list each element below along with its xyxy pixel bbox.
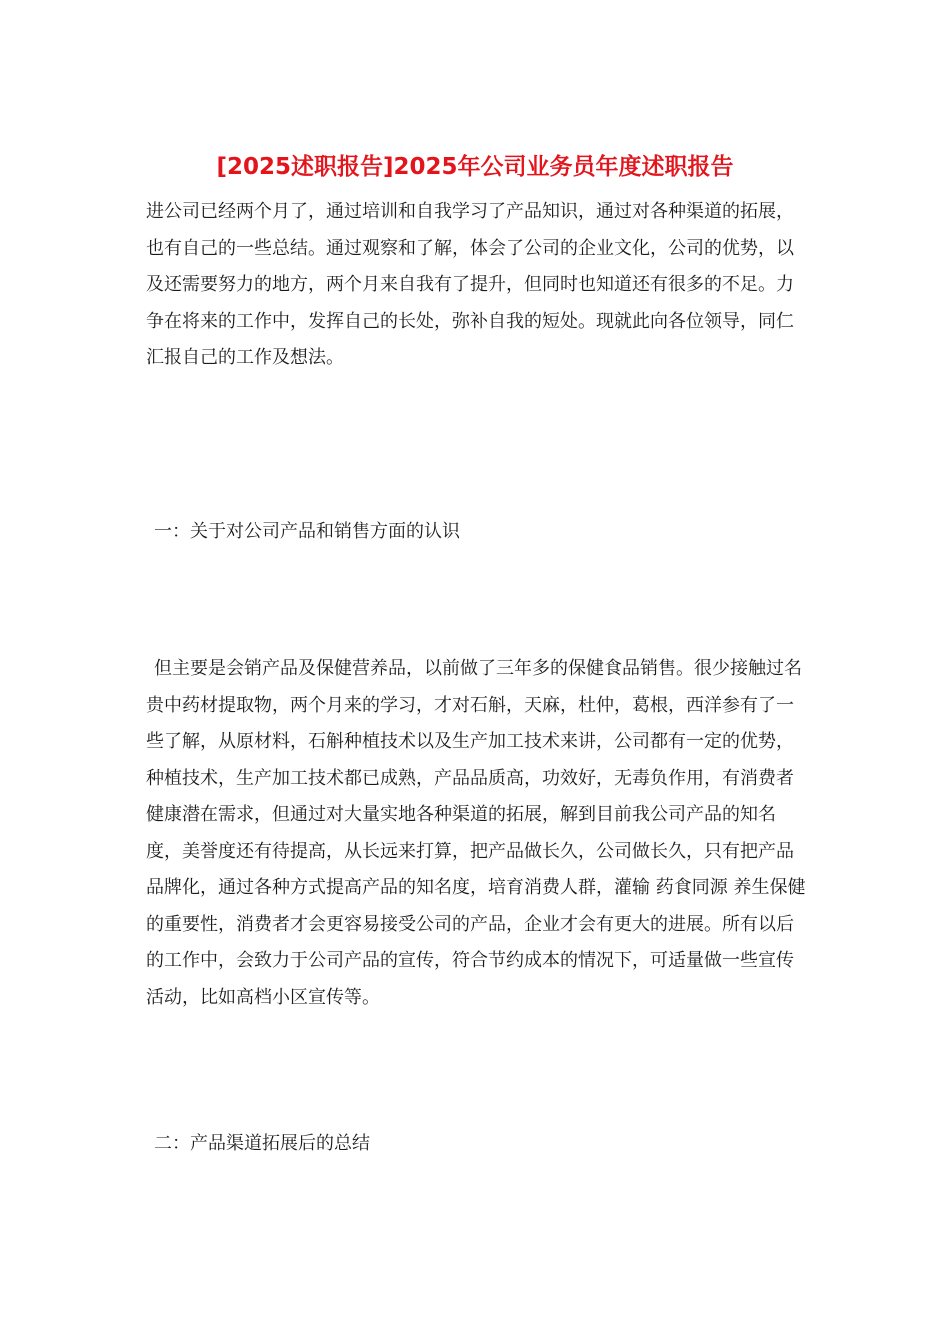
section-2-heading-text: 二：产品渠道拓展后的总结 xyxy=(154,1133,370,1154)
section-1-heading-text: 一：关于对公司产品和销售方面的认识 xyxy=(154,521,460,542)
document-title: [2025述职报告]2025年公司业务员年度述职报告 xyxy=(216,154,734,180)
section-1-heading xyxy=(146,514,806,551)
section-1-paragraph-text: 但主要是会销产品及保健营养品，以前做了三年多的保健食品销售。很少接触过名贵中药材提取物，两个月来的学习，才对石斛，天麻，杜仲，葛根，西洋参有了一些了解，从原材料，石斛种植技术以及生产加工技术来讲，公司都有一定的优势，种植技术，生产加工技术都已成熟，产品品质高，功效好，无毒负作用，有消费者健康潜在需求，但通过对大量实地各种渠道的拓展，解到目前我公司产品的知名度，美誉度还有待提高，从长远来打算，把产品做长久，公司做长久，只有把产品品牌化，通过各种方式提高产品的知名度，培育消费人群，灌输 药食同源 养生保健的重要性，消费者才会更容易接受公司的产品，企业才会有更大的进展。所有以后的工作中，会致力于公司产品的宣传，符合节约成本的情况下，可适量做一些宣传活动，比如高档小区宣传等。 xyxy=(146,658,806,1008)
intro-paragraph: 进公司已经两个月了，通过培训和自我学习了产品知识，通过对各种渠道的拓展，也有自己的一些总结。通过观察和了解，体会了公司的企业文化，公司的优势，以及还需要努力的地方，两个月来自我有了提升，但同时也知道还有很多的不足。力争在将来的工作中，发挥自己的长处，弥补自我的短处。现就此向各位领导，同仁汇报自己的工作及想法。 xyxy=(146,201,794,368)
section-2-heading xyxy=(146,1126,806,1163)
section-1-paragraph xyxy=(146,651,806,1016)
